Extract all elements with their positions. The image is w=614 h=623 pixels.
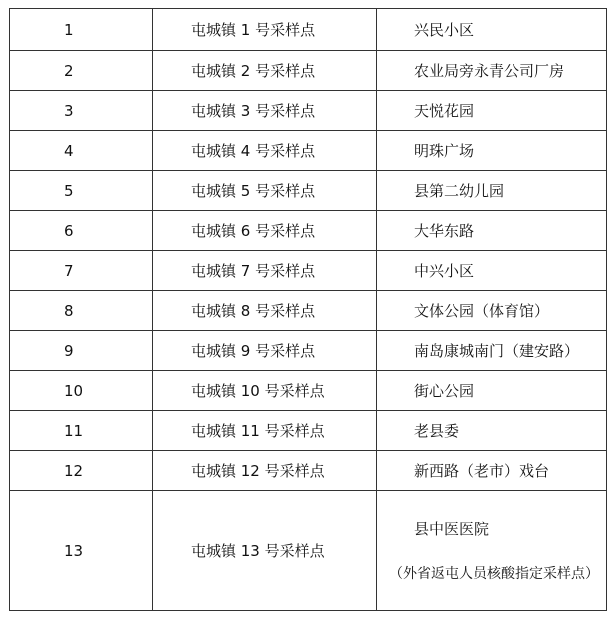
site-name: 屯城镇 13 号采样点 bbox=[153, 491, 377, 611]
table-row bbox=[10, 211, 607, 251]
site-name: 屯城镇 7 号采样点 bbox=[153, 251, 377, 291]
sampling-site-table bbox=[9, 8, 607, 611]
site-name: 屯城镇 3 号采样点 bbox=[153, 91, 377, 131]
site-location: 天悦花园 bbox=[377, 91, 607, 131]
site-name: 屯城镇 9 号采样点 bbox=[153, 331, 377, 371]
site-location: 南岛康城南门（建安路） bbox=[377, 331, 607, 371]
site-location-cell bbox=[377, 491, 607, 611]
site-location: 县第二幼儿园 bbox=[377, 171, 607, 211]
table-row bbox=[10, 291, 607, 331]
site-note: （外省返屯人员核酸指定采样点） bbox=[389, 566, 599, 582]
site-location: 街心公园 bbox=[377, 371, 607, 411]
table-row bbox=[10, 371, 607, 411]
row-number: 6 bbox=[10, 211, 153, 251]
table-row bbox=[10, 251, 607, 291]
site-location: 大华东路 bbox=[377, 211, 607, 251]
row-number: 10 bbox=[10, 371, 153, 411]
site-location: 兴民小区 bbox=[377, 9, 607, 51]
site-location: 新西路（老市）戏台 bbox=[377, 451, 607, 491]
row-number: 9 bbox=[10, 331, 153, 371]
row-number: 13 bbox=[10, 491, 153, 611]
site-location: 县中医医院 bbox=[414, 520, 490, 538]
table-row bbox=[10, 411, 607, 451]
site-name: 屯城镇 11 号采样点 bbox=[153, 411, 377, 451]
site-name: 屯城镇 5 号采样点 bbox=[153, 171, 377, 211]
row-number: 3 bbox=[10, 91, 153, 131]
site-location: 明珠广场 bbox=[377, 131, 607, 171]
row-number: 12 bbox=[10, 451, 153, 491]
site-name: 屯城镇 10 号采样点 bbox=[153, 371, 377, 411]
site-name: 屯城镇 12 号采样点 bbox=[153, 451, 377, 491]
row-number: 7 bbox=[10, 251, 153, 291]
site-name: 屯城镇 1 号采样点 bbox=[153, 9, 377, 51]
row-number: 8 bbox=[10, 291, 153, 331]
table-row bbox=[10, 51, 607, 91]
row-number: 2 bbox=[10, 51, 153, 91]
table-row bbox=[10, 491, 607, 611]
site-location: 文体公园（体育馆） bbox=[377, 291, 607, 331]
row-number: 5 bbox=[10, 171, 153, 211]
row-number: 4 bbox=[10, 131, 153, 171]
table-row bbox=[10, 131, 607, 171]
site-location: 农业局旁永青公司厂房 bbox=[377, 51, 607, 91]
table-row bbox=[10, 171, 607, 211]
site-name: 屯城镇 8 号采样点 bbox=[153, 291, 377, 331]
table-row bbox=[10, 9, 607, 51]
table-row bbox=[10, 331, 607, 371]
site-location: 老县委 bbox=[377, 411, 607, 451]
site-location: 中兴小区 bbox=[377, 251, 607, 291]
table-row bbox=[10, 451, 607, 491]
site-name: 屯城镇 2 号采样点 bbox=[153, 51, 377, 91]
row-number: 11 bbox=[10, 411, 153, 451]
row-number: 1 bbox=[10, 9, 153, 51]
table-row bbox=[10, 91, 607, 131]
site-name: 屯城镇 6 号采样点 bbox=[153, 211, 377, 251]
site-name: 屯城镇 4 号采样点 bbox=[153, 131, 377, 171]
